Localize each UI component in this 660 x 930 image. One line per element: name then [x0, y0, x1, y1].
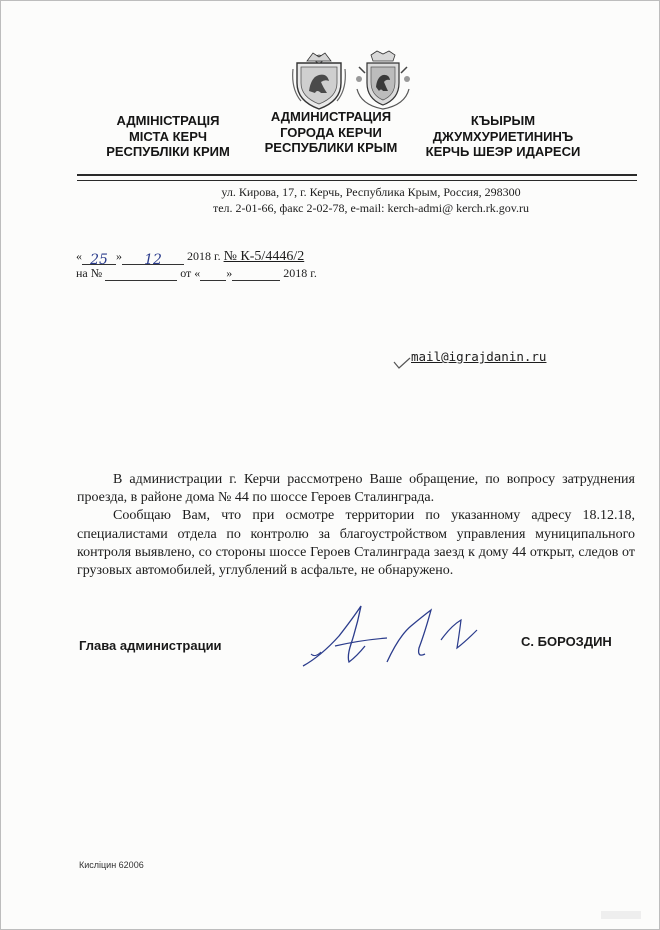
letter-body — [77, 471, 635, 580]
in-reply-label: на № — [76, 266, 103, 280]
date-open-quote: « — [76, 249, 82, 263]
handwritten-month: 12 — [144, 252, 162, 268]
from-year: 2018 г. — [283, 266, 317, 280]
signer-title: Глава администрации — [79, 638, 222, 653]
header-ct-line-3: КЕРЧЬ ШЕЭР ИДАРЕСИ — [425, 144, 581, 159]
address-line: ул. Кирова, 17, г. Керчь, Республика Крым, Россия, 298300 — [221, 185, 521, 199]
recipient-email: mail@igrajdanin.ru — [411, 349, 547, 364]
header-divider-thick — [77, 174, 637, 176]
from-close-quote: » — [226, 266, 233, 280]
date-month-field — [122, 252, 184, 268]
header-ct-line-2: ДЖУМХУРИЕТИНИНЪ — [432, 128, 574, 144]
header-ru-line-1: АДМИНИСТРАЦИЯ — [270, 109, 392, 124]
header-ru-line-2: ГОРОДА КЕРЧИ — [280, 124, 382, 140]
header-ct-line-1: КЪЫРЫМ — [470, 113, 536, 128]
date-day-field — [82, 252, 116, 268]
header-ua-line-2: МІСТА КЕРЧ — [128, 128, 208, 144]
contact-line: тел. 2-01-66, факс 2-02-78, e-mail: kerch-admi@ kerch.rk.gov.ru — [212, 201, 530, 215]
handwritten-day: 25 — [90, 252, 108, 268]
outgoing-reference — [76, 249, 305, 268]
header-ua-line-3: РЕСПУБЛІКИ КРИМ — [106, 144, 230, 159]
header-crimean-tatar — [413, 113, 593, 160]
from-label: от « — [180, 266, 201, 280]
body-paragraph-1: В администрации г. Керчи рассмотрено Ваше обращение, по вопросу затруднения проезда, в районе дома № 44 по шоссе Героев Сталинграда. — [77, 472, 635, 506]
scan-artifact — [601, 911, 641, 919]
header-divider-thin — [77, 180, 637, 181]
from-day-field — [200, 268, 226, 281]
header-russian — [251, 109, 411, 156]
outgoing-number: № К-5/4446/2 — [223, 249, 305, 264]
header-ru-line-3: РЕСПУБЛИКИ КРЫМ — [264, 140, 398, 155]
kerch-emblem-icon — [353, 49, 413, 111]
crimea-emblem-icon — [291, 49, 347, 111]
handwritten-signature-icon — [291, 596, 491, 676]
body-paragraph-2: Сообщаю Вам, что при осмотре территории по указанному адресу 18.12.18, специалистами отдела по контролю за благоустройством управления муниципального контроля выявлено, со стороны шоссе Героев Сталинграда заезд к дому 44 открыт, следов от грузовых автомобилей, углублений в асфальте, не обнаружено. — [77, 508, 635, 579]
signer-name: С. БОРОЗДИН — [521, 634, 612, 649]
header-ua-line-1: АДМІНІСТРАЦІЯ — [116, 113, 220, 128]
from-month-field — [232, 268, 280, 281]
date-year: 2018 г. — [187, 249, 221, 263]
checkmark-icon — [393, 357, 411, 369]
date-close-quote: » — [116, 249, 122, 263]
header-ukrainian — [83, 113, 253, 160]
executor-footer: Кисліцин 62006 — [79, 860, 144, 870]
in-reply-number-field — [105, 268, 177, 281]
incoming-reference — [76, 266, 317, 281]
